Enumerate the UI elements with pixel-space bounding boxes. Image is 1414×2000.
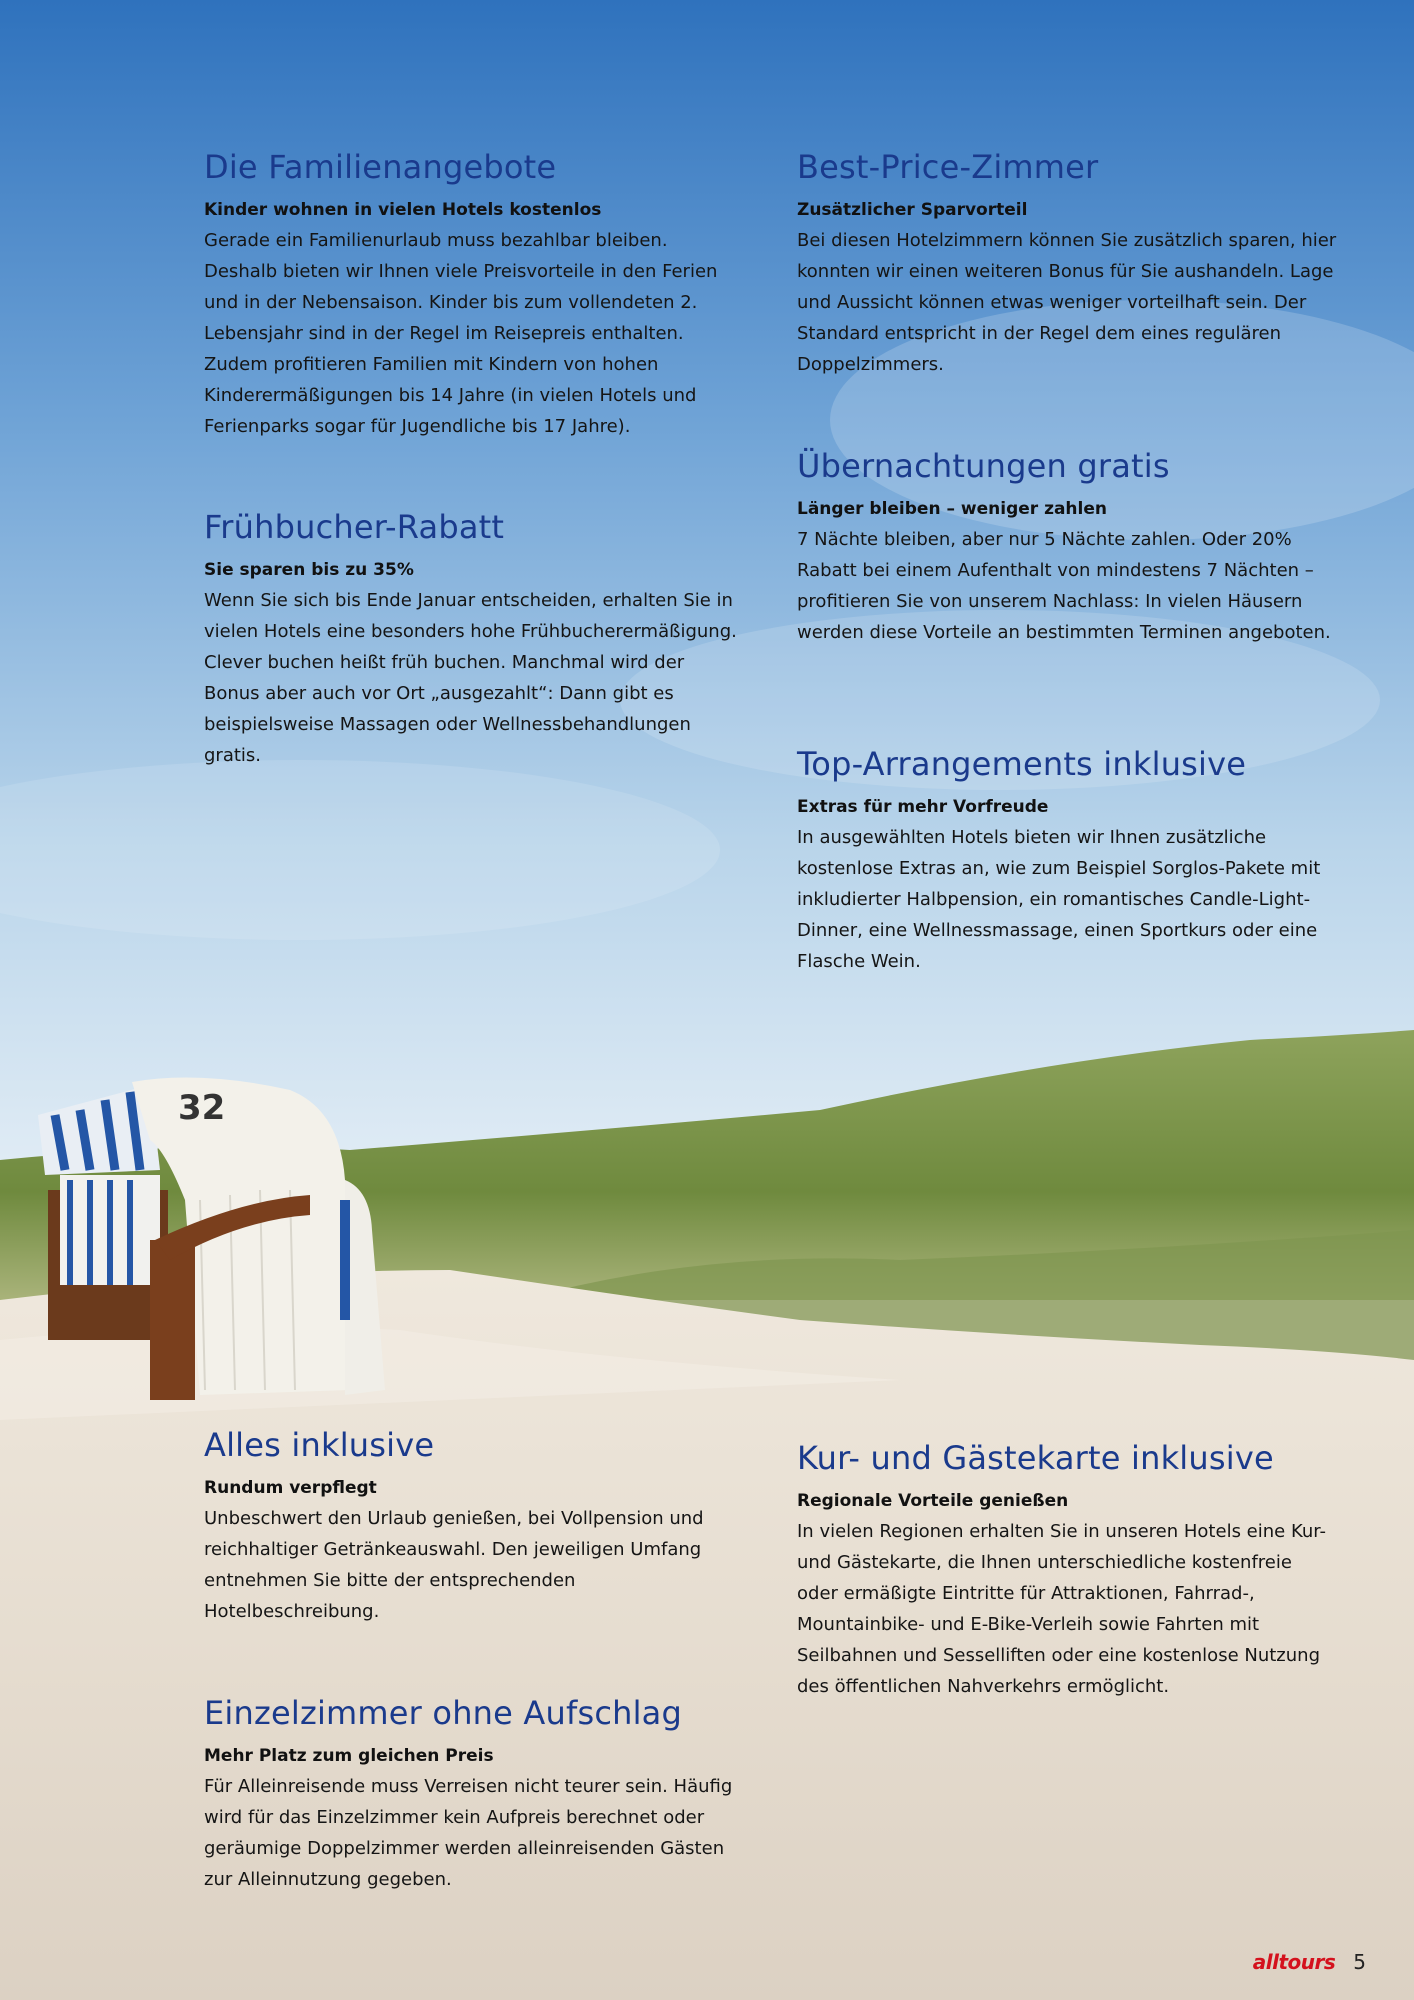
section-subtitle: Extras für mehr Vorfreude [797,797,1049,818]
section-alles-inklusive [204,1428,744,1627]
section-subtitle: Länger bleiben – weniger zahlen [797,499,1107,520]
section-best-price-zimmer [797,150,1337,380]
section-fruehbucher-rabatt [204,510,744,771]
section-body: Für Alleinreisende muss Verreisen nicht teurer sein. Häufig wird für das Einzelzimmer kein Aufpreis berechnet oder geräumige Doppelzimmer werden alleinreisenden Gästen zur Alleinnutzung gegeben. [204,1775,733,1890]
section-body: In ausgewählten Hotels bieten wir Ihnen zusätzliche kostenlose Extras an, wie zum Beispiel Sorglos-Pakete mit inkludierter Halbpension, ein romantisches Candle-Light-Dinner, eine Wellnessmassage, einen Sportkurs oder eine Flasche Wein. [797,826,1321,972]
section-subtitle: Mehr Platz zum gleichen Preis [204,1746,494,1767]
section-title: Einzelzimmer ohne Aufschlag [204,1694,683,1732]
section-title: Die Familienangebote [204,148,557,186]
section-title: Top-Arrangements inklusive [797,745,1247,783]
section-subtitle: Regionale Vorteile genießen [797,1491,1069,1512]
section-subtitle: Kinder wohnen in vielen Hotels kostenlos [204,200,602,221]
section-kur-gaestekarte [797,1441,1337,1702]
section-body: 7 Nächte bleiben, aber nur 5 Nächte zahlen. Oder 20% Rabatt bei einem Aufenthalt von mindestens 7 Nächten – profitieren Sie von unserem Nachlass: In vielen Häusern werden diese Vorteile an bestimmten Terminen angeboten. [797,528,1331,643]
page-footer [1253,1950,1366,1974]
section-familienangebote [204,150,744,442]
section-top-arrangements [797,747,1337,977]
section-title: Alles inklusive [204,1426,435,1464]
section-body: Bei diesen Hotelzimmern können Sie zusätzlich sparen, hier konnten wir einen weiteren Bonus für Sie aushandeln. Lage und Aussicht können etwas weniger vorteilhaft sein. Der Standard entspricht in der Regel dem eines regulären Doppelzimmers. [797,229,1337,375]
section-einzelzimmer [204,1696,744,1895]
section-body: Gerade ein Familienurlaub muss bezahlbar bleiben. Deshalb bieten wir Ihnen viele Preisvorteile in den Ferien und in der Nebensaison. Kinder bis zum vollendeten 2. Lebensjahr sind in der Regel im Reisepreis enthalten. Zudem profitieren Familien mit Kindern von hohen Kinderermäßigungen bis 14 Jahre (in vielen Hotels und Ferienparks sogar für Jugendliche bis 17 Jahre). [204,229,718,437]
section-title: Best-Price-Zimmer [797,148,1099,186]
section-body: Wenn Sie sich bis Ende Januar entscheiden, erhalten Sie in vielen Hotels eine besonders hohe Frühbucherermäßigung. Clever buchen heißt früh buchen. Manchmal wird der Bonus aber auch vor Ort „ausgezahlt“: Dann gibt es beispielsweise Massagen oder Wellnessbehandlungen gratis. [204,589,737,766]
section-title: Kur- und Gästekarte inklusive [797,1439,1274,1477]
section-subtitle: Rundum verpflegt [204,1478,377,1499]
section-title: Übernachtungen gratis [797,447,1170,485]
beach-chair-number: 32 [178,1088,226,1128]
section-subtitle: Sie sparen bis zu 35% [204,560,414,581]
section-subtitle: Zusätzlicher Sparvorteil [797,200,1028,221]
page-number: 5 [1353,1950,1366,1974]
section-body: In vielen Regionen erhalten Sie in unseren Hotels eine Kur- und Gästekarte, die Ihnen unterschiedliche kostenfreie oder ermäßigte Eintritte für Attraktionen, Fahrrad-, Mountainbike- und E-Bike-Verleih sowie Fahrten mit Seilbahnen und Sesselliften oder eine kostenlose Nutzung des öffentlichen Nahverkehrs ermöglicht. [797,1520,1327,1697]
section-body: Unbeschwert den Urlaub genießen, bei Vollpension und reichhaltiger Getränkeauswahl. Den jeweiligen Umfang entnehmen Sie bitte der entsprechenden Hotelbeschreibung. [204,1507,704,1622]
section-uebernachtungen-gratis [797,449,1337,648]
section-title: Frühbucher-Rabatt [204,508,505,546]
brand-logo: alltours [1252,1950,1336,1974]
